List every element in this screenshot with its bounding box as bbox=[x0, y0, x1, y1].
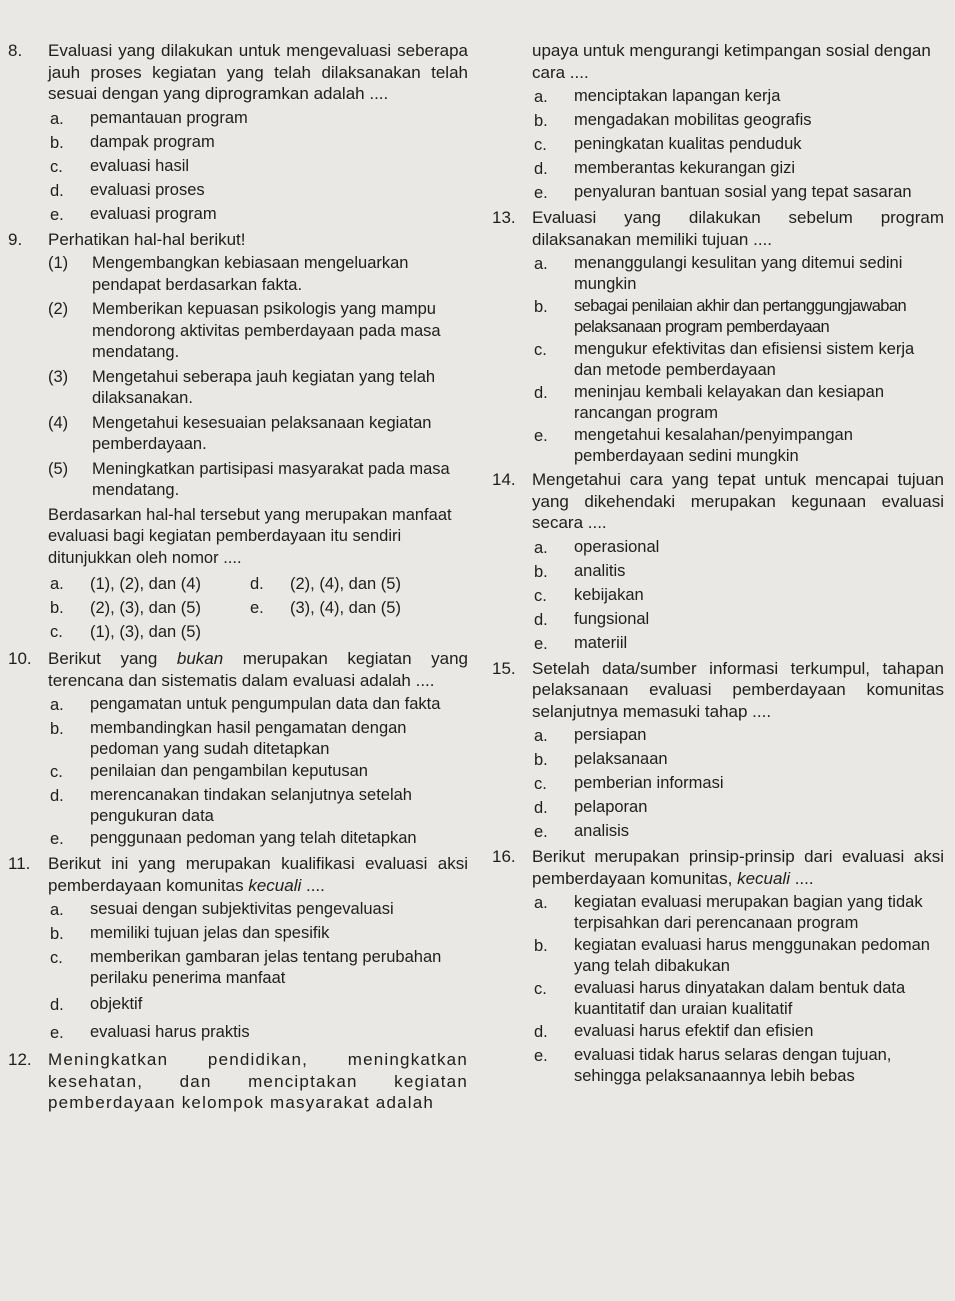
statements-9 bbox=[8, 253, 468, 502]
option: e. penggunaan pedoman yang telah ditetapkan bbox=[50, 829, 417, 848]
option: a. operasional bbox=[534, 537, 660, 557]
statement: (2) Memberikan kepuasan psikologis yang mampu mendorong aktivitas pemberdayaan pada masa mendatang. bbox=[48, 300, 441, 361]
question-text: Evaluasi yang dilakukan sebelum program dilaksanakan memiliki tujuan .... bbox=[532, 208, 944, 249]
options-12 bbox=[492, 85, 944, 205]
question-12-continued: upaya untuk mengurangi ketimpangan sosial dengan cara .... bbox=[532, 41, 931, 82]
question-number: 9. bbox=[8, 229, 23, 249]
option: e. analisis bbox=[534, 822, 630, 841]
option: b. pelaksanaan bbox=[534, 750, 668, 769]
options-10 bbox=[8, 693, 468, 851]
option: c. mengukur efektivitas dan efisiensi sistem kerja dan metode pemberdayaan bbox=[534, 340, 915, 379]
question-text: Setelah data/sumber informasi terkumpul, tahapan pelaksanaan evaluasi pemberdayaan komunitas selanjutnya memasuki tahap .... bbox=[532, 658, 944, 721]
option: d. evaluasi proses bbox=[50, 180, 205, 200]
right-column bbox=[492, 40, 944, 1087]
question-14 bbox=[492, 469, 944, 534]
option: e. mengetahui kesalahan/penyimpangan pemberdayaan sedini mungkin bbox=[534, 426, 853, 465]
question-9-prompt: Berdasarkan hal-hal tersebut yang merupakan manfaat evaluasi bagi kegiatan pemberdayaan itu sendiri ditunjukkan oleh nomor .... bbox=[48, 505, 452, 567]
question-number: 10. bbox=[8, 649, 32, 668]
question-text: Meningkatkan pendidikan, meningkatkan kesehatan, dan menciptakan kegiatan pemberdayaan kelompok masyarakat adalah bbox=[48, 1050, 468, 1112]
option: c. pemberian informasi bbox=[534, 774, 724, 793]
option: a. kegiatan evaluasi merupakan bagian yang tidak terpisahkan dari perencanaan program bbox=[534, 893, 923, 932]
option: b. membandingkan hasil pengamatan dengan pedoman yang sudah ditetapkan bbox=[50, 719, 407, 758]
option: b. mengadakan mobilitas geografis bbox=[534, 111, 812, 130]
question-11 bbox=[8, 853, 468, 896]
question-number: 13. bbox=[492, 208, 516, 227]
option: e. evaluasi harus praktis bbox=[50, 1023, 250, 1042]
statement: (1) Mengembangkan kebiasaan mengeluarkan pendapat berdasarkan fakta. bbox=[48, 254, 409, 294]
option: a. menanggulangi kesulitan yang ditemui sedini mungkin bbox=[534, 254, 903, 293]
options-9-row: b. (2), (3), dan (5) e. (3), (4), dan (5) bbox=[50, 599, 401, 617]
option: c. evaluasi hasil bbox=[50, 156, 190, 176]
option: b. dampak program bbox=[50, 132, 215, 152]
options-13 bbox=[492, 252, 944, 467]
options-14 bbox=[492, 536, 944, 656]
option: e. penyaluran bantuan sosial yang tepat sasaran bbox=[534, 183, 912, 202]
question-8 bbox=[8, 40, 468, 105]
option: a. pengamatan untuk pengumpulan data dan fakta bbox=[50, 695, 441, 714]
options-15 bbox=[492, 724, 944, 844]
question-text: Berikut ini yang merupakan kualifikasi evaluasi aksi pemberdayaan komunitas kecuali .... bbox=[48, 854, 468, 895]
option: a. persiapan bbox=[534, 726, 647, 745]
option: c. memberikan gambaran jelas tentang perubahan perilaku penerima manfaat bbox=[50, 948, 442, 987]
question-number: 11. bbox=[8, 854, 31, 873]
option: e. evaluasi tidak harus selaras dengan tujuan, sehingga pelaksanaannya lebih bebas bbox=[534, 1046, 892, 1085]
question-number: 15. bbox=[492, 658, 516, 678]
question-text: Evaluasi yang dilakukan untuk mengevaluasi seberapa jauh proses kegiatan yang telah dilaksanakan telah sesuai dengan yang diprogramkan adalah .... bbox=[48, 41, 468, 103]
question-13 bbox=[492, 207, 944, 250]
option: b. kegiatan evaluasi harus menggunakan pedoman yang telah dibakukan bbox=[534, 936, 930, 975]
option: a. pemantauan program bbox=[50, 108, 248, 128]
option: d. memberantas kekurangan gizi bbox=[534, 159, 796, 178]
question-text: Berikut merupakan prinsip-prinsip dari evaluasi aksi pemberdayaan komunitas, kecuali .... bbox=[532, 847, 944, 888]
question-16 bbox=[492, 846, 944, 889]
option: c. penilaian dan pengambilan keputusan bbox=[50, 762, 368, 781]
options-11 bbox=[8, 898, 468, 1045]
option: d. pelaporan bbox=[534, 798, 648, 817]
question-number: 12. bbox=[8, 1050, 32, 1069]
statement: (4) Mengetahui kesesuaian pelaksanaan kegiatan pemberdayaan. bbox=[48, 413, 432, 453]
option: d. merencanakan tindakan selanjutnya setelah pengukuran data bbox=[50, 786, 412, 825]
option: b. sebagai penilaian akhir dan pertanggungjawaban pelaksanaan program pemberdayaan bbox=[534, 297, 907, 336]
question-number: 8. bbox=[8, 41, 23, 60]
option: e. materiil bbox=[534, 633, 628, 653]
question-number: 16. bbox=[492, 847, 516, 866]
option: a. menciptakan lapangan kerja bbox=[534, 87, 781, 106]
options-8 bbox=[8, 107, 468, 227]
option: d. objektif bbox=[50, 995, 143, 1014]
statement: (5) Meningkatkan partisipasi masyarakat pada masa mendatang. bbox=[48, 459, 450, 499]
option: b. analitis bbox=[534, 561, 626, 581]
left-column bbox=[8, 40, 468, 1114]
option: a. sesuai dengan subjektivitas pengevaluasi bbox=[50, 900, 394, 919]
question-10 bbox=[8, 648, 468, 691]
option: c. evaluasi harus dinyatakan dalam bentuk data kuantitatif dan uraian kualitatif bbox=[534, 979, 906, 1018]
options-16 bbox=[492, 891, 944, 1087]
statement: (3) Mengetahui seberapa jauh kegiatan yang telah dilaksanakan. bbox=[48, 367, 436, 407]
options-9-row: c. (1), (3), dan (5) bbox=[50, 623, 201, 641]
question-12 bbox=[8, 1049, 468, 1114]
option: c. peningkatan kualitas penduduk bbox=[534, 135, 802, 154]
question-text: Mengetahui cara yang tepat untuk mencapai tujuan yang dikehendaki merupakan kegunaan evaluasi secara .... bbox=[532, 470, 944, 532]
question-number: 14. bbox=[492, 470, 516, 489]
question-9 bbox=[8, 229, 468, 251]
option: d. meninjau kembali kelayakan dan kesiapan rancangan program bbox=[534, 383, 885, 422]
option: d. evaluasi harus efektif dan efisien bbox=[534, 1022, 814, 1041]
option: d. fungsional bbox=[534, 609, 650, 629]
question-text: Perhatikan hal-hal berikut! bbox=[48, 229, 246, 249]
question-15 bbox=[492, 658, 944, 723]
question-text: Berikut yang bukan merupakan kegiatan yang terencana dan sistematis dalam evaluasi adalah .... bbox=[48, 649, 468, 690]
options-9-row: a. (1), (2), dan (4) d. (2), (4), dan (5) bbox=[50, 575, 401, 593]
option: c. kebijakan bbox=[534, 585, 644, 605]
option: e. evaluasi program bbox=[50, 204, 217, 224]
option: b. memiliki tujuan jelas dan spesifik bbox=[50, 924, 330, 943]
